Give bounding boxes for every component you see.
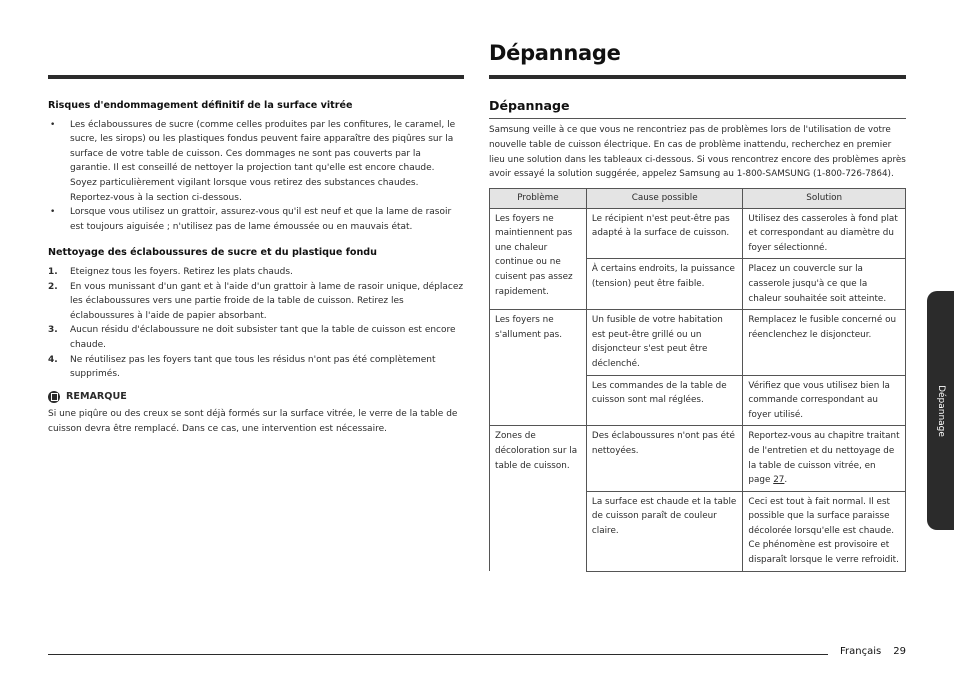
cause-cell: Les commandes de la table de cuisson sont mal réglées. [586, 375, 743, 426]
step-text: Eteignez tous les foyers. Retirez les plats chauds. [70, 266, 293, 277]
step-item [48, 323, 464, 352]
footer [840, 646, 906, 657]
note-text: Si une piqûre ou des creux se sont déjà formés sur la surface vitrée, le verre de la table de cuisson devra être remplacé. Dans ce cas, une intervention est nécessaire. [48, 409, 458, 434]
problem-cell: Les foyers ne maintiennent pas une chaleur continue ou ne cuisent pas assez rapidement. [490, 208, 587, 310]
section-divider [489, 118, 906, 119]
side-tab-label: Dépannage [935, 384, 946, 437]
note-icon [48, 391, 60, 403]
page-title: Dépannage [489, 41, 621, 65]
footer-rule [48, 654, 828, 655]
header-cause: Cause possible [586, 189, 743, 209]
cleaning-steps-list [48, 265, 464, 382]
table-row [490, 208, 906, 259]
note-label: REMARQUE [66, 390, 127, 402]
side-section-tab[interactable] [927, 291, 954, 530]
cause-cell: Un fusible de votre habitation est peut-être grillé ou un disjoncteur s'est peut être déclenché. [586, 310, 743, 375]
table-header-row [490, 189, 906, 209]
solution-cell: Ceci est tout à fait normal. Il est possible que la surface paraisse décolorée lorsqu'elle est chaude. Ce phénomène est provisoire et disparaît lorsque le verre refroidit. [743, 491, 906, 571]
page-link[interactable]: 27 [773, 475, 785, 486]
page-number: 29 [893, 646, 906, 657]
note-heading [48, 390, 464, 405]
troubleshooting-table [489, 188, 906, 572]
left-header-rule [48, 75, 464, 79]
solution-cell: Placez un couvercle sur la casserole jusqu'à ce que la chaleur souhaitée soit atteinte. [743, 259, 906, 310]
step-text: Aucun résidu d'éclaboussure ne doit subsister tant que la table de cuisson est encore chaude. [70, 325, 456, 350]
solution-cell [743, 426, 906, 491]
solution-cell: Vérifiez que vous utilisez bien la commande correspondant au foyer utilisé. [743, 375, 906, 426]
step-item [48, 280, 464, 324]
header-problem: Problème [490, 189, 587, 209]
solution-cell: Utilisez des casseroles à fond plat et correspondant au diamètre du foyer sélectionné. [743, 208, 906, 259]
problem-cell: Les foyers ne s'allument pas. [490, 310, 587, 426]
step-item [48, 265, 464, 280]
intro-paragraph: Samsung veille à ce que vous ne rencontriez pas de problèmes lors de l'utilisation de votre nouvelle table de cuisson électrique. En cas de problème inattendu, recherchez en premier lieu une solution dans les tableaux ci-dessous. Si vous rencontrez encore des problèmes après avoir essayé la solution suggérée, appelez Samsung au 1-800-SAMSUNG (1-800-726-7864). [489, 125, 906, 180]
footer-language: Français [840, 646, 882, 657]
problem-cell: Zones de décoloration sur la table de cuisson. [490, 426, 587, 571]
header-solution: Solution [743, 189, 906, 209]
table-row [490, 426, 906, 491]
step-number: 4. [48, 354, 58, 365]
step-item [48, 353, 464, 382]
table-row [490, 310, 906, 375]
cause-cell: Des éclaboussures n'ont pas été nettoyées. [586, 426, 743, 491]
bullet-item: • Lorsque vous utilisez un grattoir, assurez-vous qu'il est neuf et que la lame de rasoir est toujours aiguisée ; n'utilisez pas de lame émoussée ou en mauvais état. [48, 205, 464, 234]
left-column [48, 99, 464, 436]
step-text: En vous munissant d'un gant et à l'aide d'un grattoir à lame de rasoir unique, déplacez les éclaboussures vers une partie froide de la table de cuisson. Retirez les éclaboussures à l'aide de papier absorbant. [70, 281, 464, 321]
step-number: 1. [48, 266, 58, 277]
solution-text-end: . [784, 475, 788, 486]
risks-bullet-list [48, 118, 464, 235]
right-column [489, 98, 906, 182]
cause-cell: Le récipient n'est peut-être pas adapté à la surface de cuisson. [586, 208, 743, 259]
section-heading-risks: Risques d'endommagement définitif de la surface vitrée [48, 100, 353, 111]
step-number: 3. [48, 325, 58, 336]
cause-cell: La surface est chaude et la table de cuisson paraît de couleur claire. [586, 491, 743, 571]
section-title: Dépannage [489, 98, 570, 113]
cause-cell: À certains endroits, la puissance (tension) peut être faible. [586, 259, 743, 310]
right-header-rule [489, 75, 906, 79]
solution-cell: Remplacez le fusible concerné ou réenclenchez le disjoncteur. [743, 310, 906, 375]
solution-text: Reportez-vous au chapitre traitant de l'entretien et du nettoyage de la table de cuisson vitrée, en page [748, 431, 900, 486]
step-number: 2. [48, 281, 58, 292]
bullet-item: • Les éclaboussures de sucre (comme celles produites par les confitures, le caramel, le sucre, les sirops) ou les plastiques fondus peuvent faire apparaître des piqûres sur la surface de votre table de cuisson. Ces dommages ne sont pas couverts par la garantie. Il est conseillé de nettoyer la projection tant qu'elle est encore chaude. Soyez particulièrement vigilant lorsque vous retirez des substances chaudes. Reportez-vous à la section ci-dessous. [48, 118, 464, 206]
step-text: Ne réutilisez pas les foyers tant que tous les résidus n'ont pas été complètement supprimés. [70, 354, 436, 380]
section-heading-cleaning: Nettoyage des éclaboussures de sucre et du plastique fondu [48, 247, 377, 259]
